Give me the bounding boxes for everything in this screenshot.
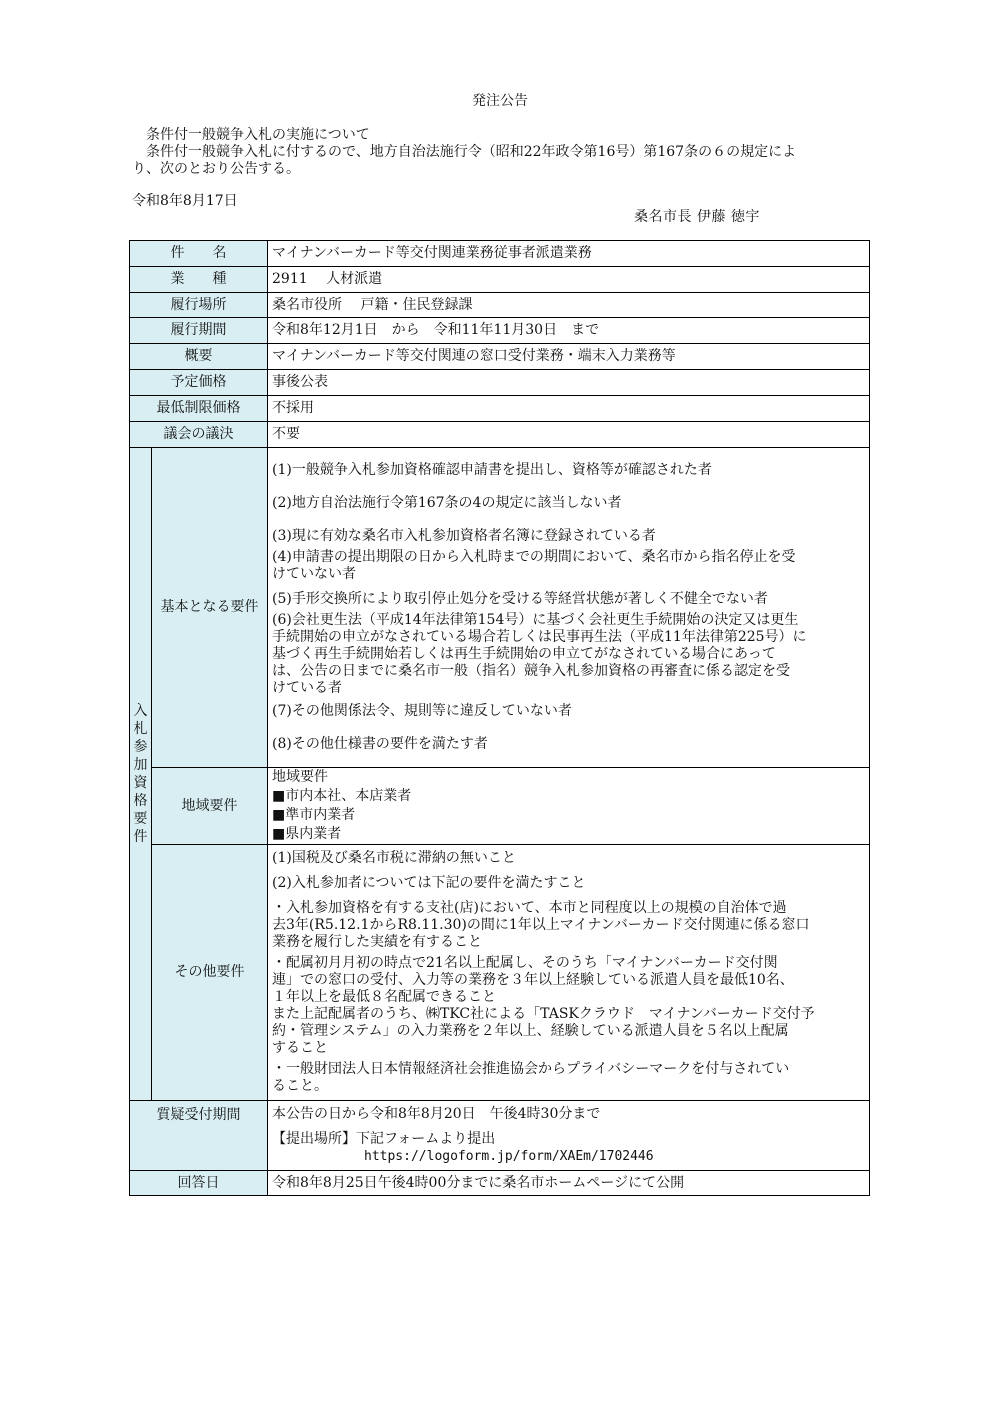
basic-requirement-item-line: 基づく再生手続開始若しくは再生手続開始の申立てがなされている場合にあって xyxy=(272,646,776,662)
region-requirements-label: 地域要件 xyxy=(152,768,268,845)
project-name-label: 件 名 xyxy=(130,241,268,267)
row-industry xyxy=(130,267,870,293)
row-summary xyxy=(130,344,870,370)
basic-requirement-item xyxy=(272,528,865,545)
other-requirement-item-line: すること xyxy=(272,1040,328,1056)
industry-value: 2911 人材派遣 xyxy=(268,267,870,293)
other-requirements-label: その他要件 xyxy=(152,845,268,1101)
minimum-price-value: 不採用 xyxy=(268,396,870,422)
council-value: 不要 xyxy=(268,422,870,448)
basic-requirement-item-line: (2)地方自治法施行令第167条の4の規定に該当しない者 xyxy=(272,495,622,511)
other-requirement-item-line: 約・管理システム」の入力業務を２年以上、経験している派遣人員を５名以上配属 xyxy=(272,1023,789,1039)
location-value: 桑名市役所 戸籍・住民登録課 xyxy=(268,293,870,318)
basic-requirement-item xyxy=(272,462,865,479)
row-basic-requirements xyxy=(130,448,870,768)
council-label: 議会の議決 xyxy=(130,422,268,448)
other-requirement-item-line: ・配属初月月初の時点で21名以上配属し、そのうち「マイナンバーカード交付関 xyxy=(272,955,778,971)
inquiry-value xyxy=(268,1101,870,1171)
basic-requirements-label: 基本となる要件 xyxy=(152,448,268,768)
basic-requirement-item-line: (7)その他関係法令、規則等に違反していない者 xyxy=(272,703,572,719)
inquiry-period-text: 本公告の日から令和8年8月20日 午後4時30分まで xyxy=(272,1106,601,1122)
basic-requirement-item-line: は、公告の日までに桑名市一般（指名）競争入札参加資格の再審査に係る認定を受 xyxy=(272,663,790,679)
minimum-price-label: 最低制限価格 xyxy=(130,396,268,422)
intro-text-line1: 条件付一般競争入札に付するので、地方自治法施行令（昭和22年政令第16号）第167条の６の規定によ xyxy=(146,144,797,160)
document-title: 発注公告 xyxy=(472,93,528,109)
region-option-item: ■準市内業者 xyxy=(272,807,356,823)
other-requirement-item xyxy=(272,850,865,867)
basic-requirement-item-line: (8)その他仕様書の要件を満たす者 xyxy=(272,736,488,752)
bid-info-table xyxy=(129,240,870,1196)
basic-requirement-item xyxy=(272,612,865,697)
basic-requirement-item xyxy=(272,736,865,753)
row-period xyxy=(130,318,870,344)
inquiry-label: 質疑受付期間 xyxy=(130,1101,268,1171)
summary-label: 概要 xyxy=(130,344,268,370)
other-requirement-item-line: ・一般財団法人日本情報経済社会推進協会からプライバシーマークを付与されてい xyxy=(272,1061,790,1077)
other-requirement-item xyxy=(272,955,865,1057)
region-option-item: ■県内業者 xyxy=(272,826,342,842)
row-region-requirements xyxy=(130,768,870,845)
planned-price-value: 事後公表 xyxy=(268,370,870,396)
basic-requirement-item xyxy=(272,549,865,583)
qualification-vertical-label: 入札参加資格要件 xyxy=(130,448,152,1101)
other-requirement-item xyxy=(272,900,865,951)
planned-price-label: 予定価格 xyxy=(130,370,268,396)
period-label: 履行期間 xyxy=(130,318,268,344)
region-requirements-heading: 地域要件 xyxy=(272,769,328,785)
row-project-name xyxy=(130,241,870,267)
region-option-item: ■市内本社、本店業者 xyxy=(272,788,412,804)
summary-value: マイナンバーカード等交付関連の窓口受付業務・端末入力業務等 xyxy=(268,344,870,370)
other-requirements-list xyxy=(268,845,870,1101)
row-inquiry xyxy=(130,1101,870,1171)
other-requirement-item-line: ること。 xyxy=(272,1078,328,1094)
basic-requirement-item-line: (4)申請書の提出期限の日から入札時までの期間において、桑名市から指名停止を受 xyxy=(272,549,796,565)
period-value: 令和8年12月1日 から 令和11年11月30日 まで xyxy=(268,318,870,344)
row-council xyxy=(130,422,870,448)
submission-place-text: 【提出場所】下記フォームより提出 xyxy=(272,1131,496,1147)
basic-requirements-list xyxy=(268,448,870,768)
other-requirement-item-line: ・入札参加資格を有する支社(店)において、本市と同程度以上の規模の自治体で過 xyxy=(272,900,787,916)
basic-requirement-item-line: (1)一般競争入札参加資格確認申請書を提出し、資格等が確認された者 xyxy=(272,462,712,478)
other-requirement-item xyxy=(272,1061,865,1095)
basic-requirement-item-line: (5)手形交換所により取引停止処分を受ける等経営状態が著しく不健全でない者 xyxy=(272,591,768,607)
basic-requirement-item xyxy=(272,495,865,512)
mayor-signature: 桑名市長 伊藤 徳宇 xyxy=(634,209,760,225)
row-planned-price xyxy=(130,370,870,396)
answer-date-label: 回答日 xyxy=(130,1171,268,1196)
industry-label: 業 種 xyxy=(130,267,268,293)
basic-requirement-item-line: (3)現に有効な桑名市入札参加資格者名簿に登録されている者 xyxy=(272,528,656,544)
row-location xyxy=(130,293,870,318)
other-requirement-item-line: また上記配属者のうち、㈱TKC社による「TASKクラウド マイナンバーカード交付予 xyxy=(272,1006,815,1022)
other-requirement-item-line: 去3年(R5.12.1からR8.11.30)の間に1年以上マイナンバーカード交付関連に係る窓口 xyxy=(272,917,810,933)
other-requirement-item-line: 業務を履行した実績を有すること xyxy=(272,934,482,950)
row-answer-date xyxy=(130,1171,870,1196)
location-label: 履行場所 xyxy=(130,293,268,318)
basic-requirement-item-line: (6)会社更生法（平成14年法律第154号）に基づく会社更生手続開始の決定又は更生 xyxy=(272,612,799,628)
basic-requirement-item xyxy=(272,703,865,720)
basic-requirement-item xyxy=(272,591,865,608)
other-requirement-item-line: (1)国税及び桑名市税に滞納の無いこと xyxy=(272,850,516,866)
other-requirement-item-line: 連」での窓口の受付、入力等の業務を３年以上経験している派遣人員を最低10名、 xyxy=(272,972,794,988)
project-name-value: マイナンバーカード等交付関連業務従事者派遣業務 xyxy=(268,241,870,267)
other-requirement-item xyxy=(272,875,865,892)
row-other-requirements xyxy=(130,845,870,1101)
intro-heading: 条件付一般競争入札の実施について xyxy=(146,127,370,143)
row-minimum-price xyxy=(130,396,870,422)
intro-text-line2: り、次のとおり公告する。 xyxy=(132,161,300,177)
other-requirement-item-line: １年以上を最低８名配属できること xyxy=(272,989,496,1005)
basic-requirement-item-line: けている者 xyxy=(272,680,342,696)
other-requirement-item-line: (2)入札参加者については下記の要件を満たすこと xyxy=(272,875,586,891)
basic-requirement-item-line: 手続開始の申立がなされている場合若しくは民事再生法（平成11年法律第225号）に xyxy=(272,629,807,645)
region-requirements-list xyxy=(268,768,870,845)
basic-requirement-item-line: けていない者 xyxy=(272,566,356,582)
submission-form-url[interactable]: https://logoform.jp/form/XAEm/1702446 xyxy=(364,1149,654,1164)
answer-date-value: 令和8年8月25日午後4時00分までに桑名市ホームページにて公開 xyxy=(268,1171,870,1196)
announcement-date: 令和8年8月17日 xyxy=(132,193,238,209)
